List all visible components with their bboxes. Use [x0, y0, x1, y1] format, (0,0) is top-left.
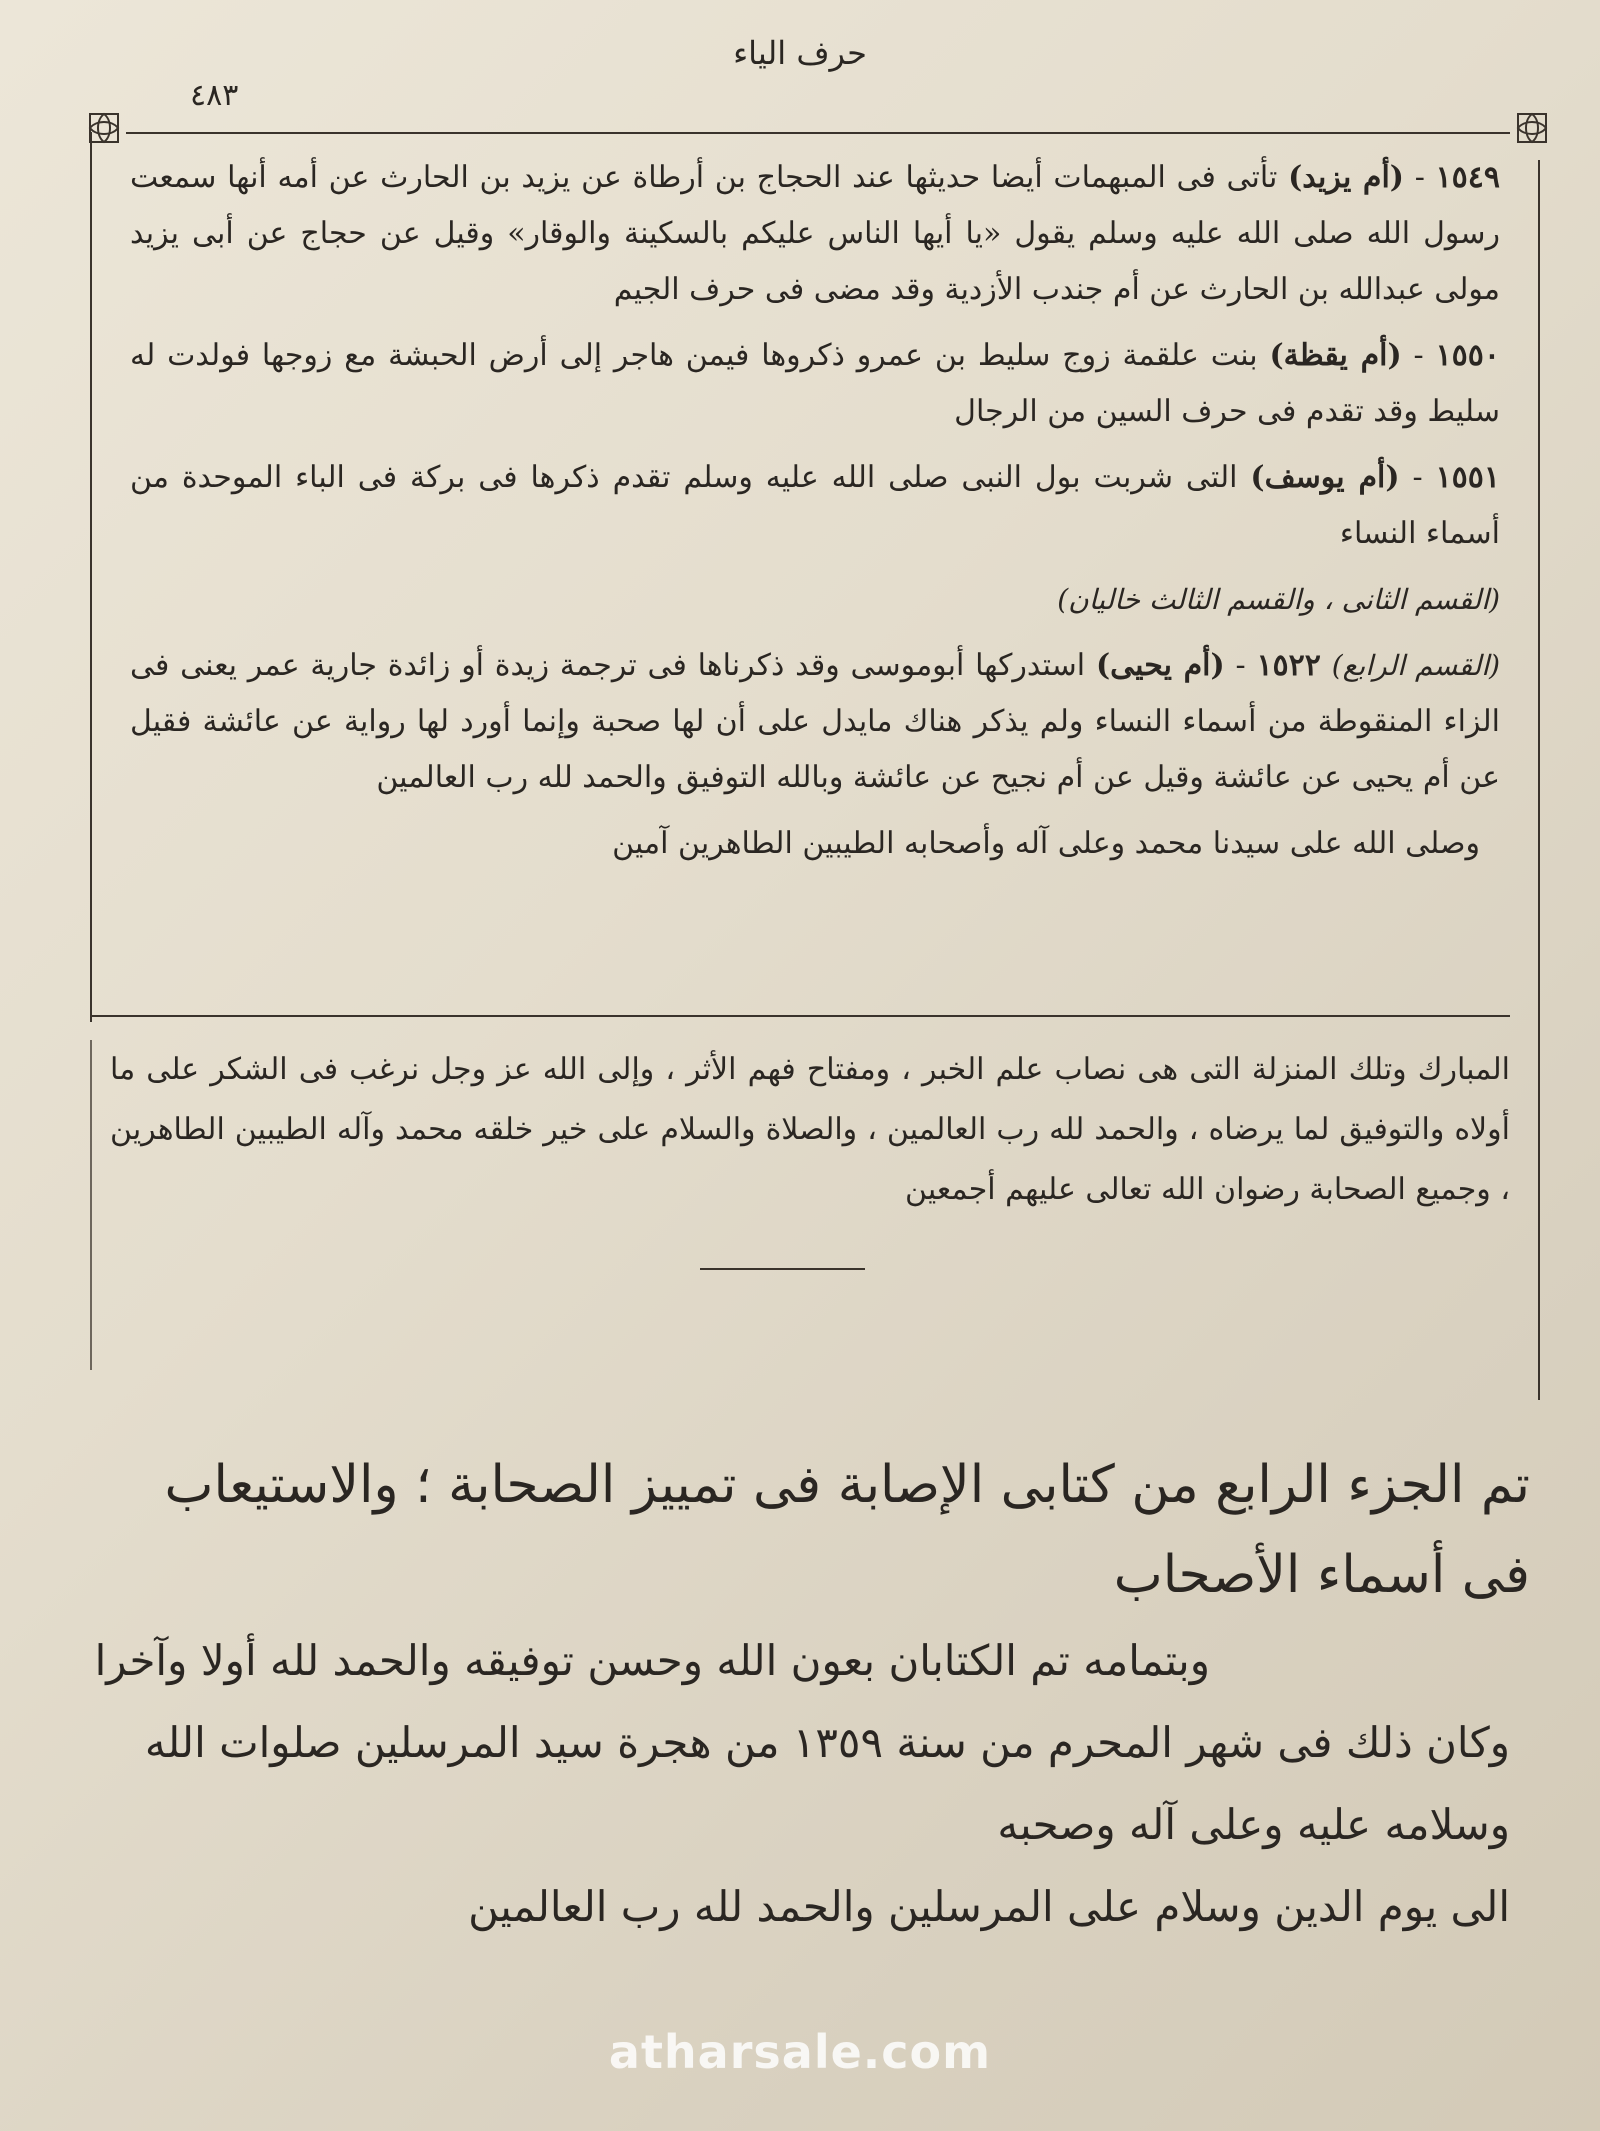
entry-1552: (القسم الرابع) ١٥٢٢ - (أم يحيى) استدركها أبوموسى وقد ذكرناها فى ترجمة زيدة أو زائدة جارية عمر يعنى فى الزاء المنقوطة من أسماء النساء ولم يذكر هناك مايدل على أن لها صحبة وإنما أورد لها رواية عن عائشة فقيل عن أم يحيى عن عائشة وقيل عن أم نجيح عن عائشة وبالله التوفيق والحمد لله رب العالمين — [130, 648, 1501, 795]
entry-1551: ١٥٥١ - (أم يوسف) التى شربت بول النبى صلى الله عليه وسلم تقدم ذكرها فى بركة فى الباء الموحدة من أسماء النساء — [130, 460, 1500, 551]
page-number: ٤٨٣ — [190, 78, 239, 113]
colophon — [90, 1440, 1530, 1948]
frame-left-rule-lower — [90, 1040, 92, 1370]
colophon-line: وبتمامه تم الكتابان بعون الله وحسن توفيقه والحمد لله أولا وآخرا — [94, 1636, 1210, 1685]
entry-number: ١٥٢٢ — [1256, 648, 1321, 683]
colophon-line: وكان ذلك فى شهر المحرم من سنة ١٣٥٩ من هجرة سيد المرسلين صلوات الله وسلامه عليه وعلى آله وصحبه — [144, 1718, 1510, 1849]
part-label-fourth: (القسم الرابع) — [1331, 649, 1501, 682]
entry-number: ١٥٤٩ — [1435, 160, 1500, 195]
footnote-text: المبارك وتلك المنزلة التى هى نصاب علم الخبر ، ومفتاح فهم الأثر ، وإلى الله عز وجل نرغب فى الشكر على ما أولاه والتوفيق لما يرضاه ، والحمد لله رب العالمين ، والصلاة والسلام على خير خلقه محمد وآله الطيبين الطاهرين ، وجميع الصحابة رضوان الله تعالى عليهم أجمعين — [110, 1052, 1510, 1207]
entry-text: استدركها أبوموسى وقد ذكرناها فى ترجمة زيدة أو زائدة جارية عمر يعنى فى الزاء المنقوطة من أسماء النساء ولم يذكر هناك مايدل على أن لها صحبة وإنما أورد لها رواية عن عائشة فقيل عن أم يحيى عن عائشة وقيل عن أم نجيح عن عائشة وبالله التوفيق والحمد لله رب العالمين — [130, 648, 1500, 795]
entry-number: ١٥٥١ — [1435, 460, 1500, 495]
entry-name: (أم يحيى) — [1095, 648, 1225, 683]
entry-text: بنت علقمة زوج سليط بن عمرو ذكروها فيمن هاجر إلى أرض الحبشة مع زوجها فولدت له سليط وقد تقدم فى حرف السين من الرجال — [130, 338, 1500, 429]
entry-1549: ١٥٤٩ - (أم يزيد) تأتى فى المبهمات أيضا حديثها عند الحجاج بن أرطاة عن يزيد بن الحارث عن أمه أنها سمعت رسول الله صلى الله عليه وسلم يقول «يا أيها الناس عليكم بالسكينة والوقار» وقيل عن حجاج عن أبى يزيد مولى عبدالله بن الحارث عن أم جندب الأزدية وقد مضى فى حرف الجيم — [130, 160, 1500, 307]
entries-block — [130, 150, 1500, 882]
entry-number: ١٥٥٠ — [1435, 338, 1500, 373]
entry-1550: ١٥٥٠ - (أم يقظة) بنت علقمة زوج سليط بن عمرو ذكروها فيمن هاجر إلى أرض الحبشة مع زوجها فولدت له سليط وقد تقدم فى حرف السين من الرجال — [130, 338, 1500, 429]
part-label: (القسم الثانى ، والقسم الثالث خاليان) — [1057, 583, 1500, 616]
chapter-header: حرف الياء — [733, 34, 867, 72]
entry-name: (أم يزيد) — [1288, 160, 1404, 195]
entry-name: (أم يوسف) — [1250, 460, 1400, 495]
frame-top-rule — [126, 132, 1510, 134]
entry-text: التى شربت بول النبى صلى الله عليه وسلم تقدم ذكرها فى بركة فى الباء الموحدة من أسماء النساء — [130, 460, 1500, 551]
colophon-line: الى يوم الدين وسلام على المرسلين والحمد لله رب العالمين — [468, 1882, 1510, 1931]
section-divider — [90, 1015, 1510, 1017]
closing-prayer: وصلى الله على سيدنا محمد وعلى آله وأصحابه الطيبين الطاهرين آمين — [612, 826, 1480, 861]
frame-right-rule — [1538, 160, 1540, 1400]
frame-left-rule — [90, 132, 92, 1022]
short-divider — [700, 1268, 865, 1270]
watermark: atharsale.com — [608, 2025, 992, 2079]
part-label-second-third — [130, 572, 1500, 628]
corner-ornament-icon — [1512, 108, 1552, 148]
entry-text: تأتى فى المبهمات أيضا حديثها عند الحجاج بن أرطاة عن يزيد بن الحارث عن أمه أنها سمعت رسول الله صلى الله عليه وسلم يقول «يا أيها الناس عليكم بالسكينة والوقار» وقيل عن حجاج عن أبى يزيد مولى عبدالله بن الحارث عن أم جندب الأزدية وقد مضى فى حرف الجيم — [130, 160, 1500, 307]
colophon-title: تم الجزء الرابع من كتابى الإصابة فى تمييز الصحابة ؛ والاستيعاب فى أسماء الأصحاب — [164, 1455, 1530, 1605]
entry-name: (أم يقظة) — [1269, 338, 1402, 373]
